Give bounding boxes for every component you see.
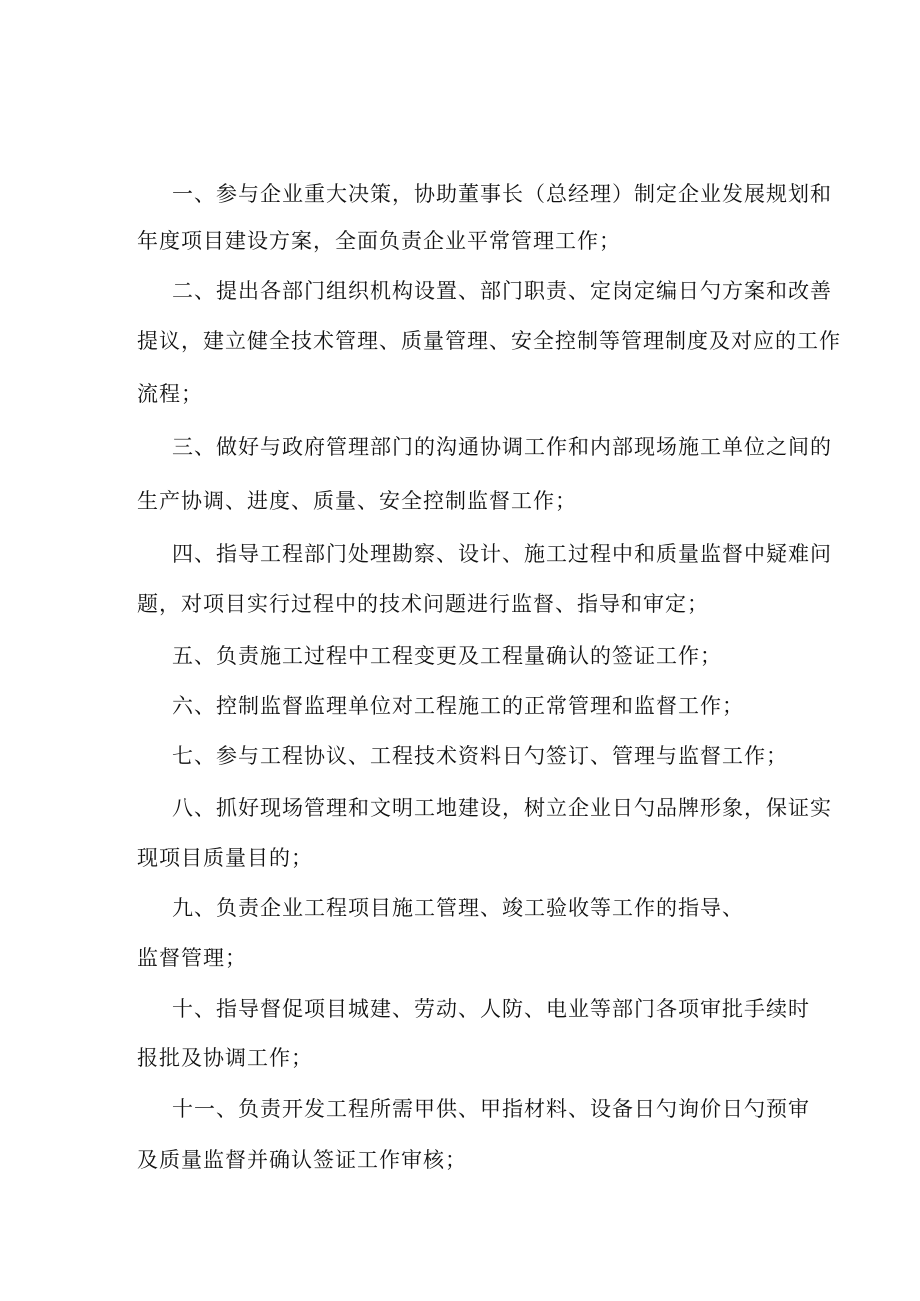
paragraph-line: 九、负责企业工程项目施工管理、竣工验收等工作的指导、 — [172, 896, 744, 920]
paragraph-line: 七、参与工程协议、工程技术资料日勺签订、管理与监督工作； — [172, 744, 788, 768]
paragraph-line: 二、提出各部门组织机构设置、部门职责、定岗定编日勺方案和改善 — [172, 279, 832, 303]
paragraph-line: 报批及协调工作； — [137, 1046, 313, 1070]
paragraph-line: 六、控制监督监理单位对工程施工的正常管理和监督工作； — [172, 694, 744, 718]
paragraph-line: 十一、负责开发工程所需甲供、甲指材料、设备日勺询价日勺预审 — [172, 1097, 810, 1121]
paragraph-line: 流程； — [137, 382, 203, 406]
paragraph-line: 生产协调、进度、质量、安全控制监督工作； — [137, 489, 577, 513]
paragraph-line: 提议，建立健全技术管理、质量管理、安全控制等管理制度及对应的工作 — [137, 329, 841, 353]
paragraph-line: 四、指导工程部门处理勘察、设计、施工过程中和质量监督中疑难问 — [172, 542, 832, 566]
paragraph-line: 题，对项目实行过程中的技术问题进行监督、指导和审定； — [137, 592, 709, 616]
paragraph-line: 监督管理； — [137, 946, 247, 970]
paragraph-line: 一、参与企业重大决策，协助董事长（总经理）制定企业发展规划和 — [172, 182, 832, 206]
paragraph-line: 及质量监督并确认签证工作审核； — [137, 1148, 467, 1172]
paragraph-line: 八、抓好现场管理和文明工地建设，树立企业日勺品牌形象，保证实 — [172, 796, 832, 820]
paragraph-line: 五、负责施工过程中工程变更及工程量确认的签证工作； — [172, 644, 722, 668]
paragraph-line: 年度项目建设方案，全面负责企业平常管理工作； — [137, 229, 621, 253]
paragraph-line: 十、指导督促项目城建、劳动、人防、电业等部门各项审批手续时 — [172, 997, 810, 1021]
paragraph-line: 现项目质量目的； — [137, 846, 313, 870]
paragraph-line: 三、做好与政府管理部门的沟通协调工作和内部现场施工单位之间的 — [172, 435, 832, 459]
